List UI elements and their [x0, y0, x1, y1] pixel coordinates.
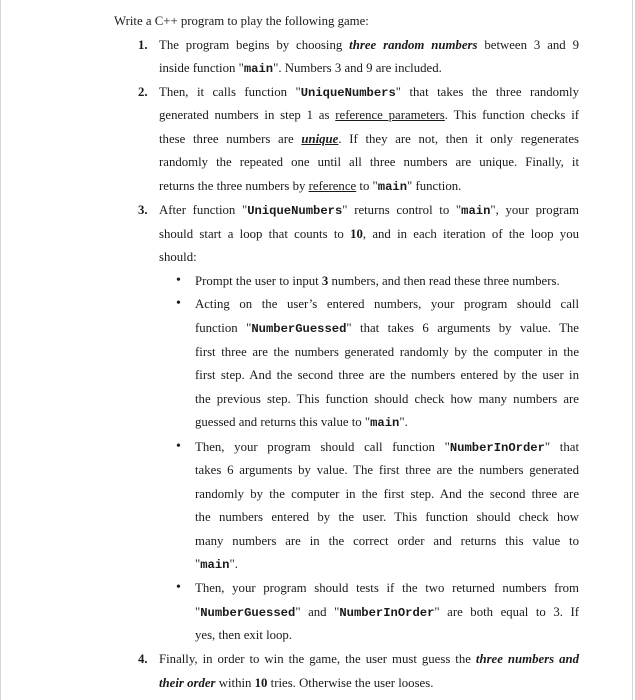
code-text: main: [200, 558, 230, 572]
text: ", your program: [490, 203, 579, 217]
text: ": [195, 557, 201, 571]
text: ". Numbers 3 and 9 are included.: [273, 61, 442, 75]
emphasis-text: their order: [159, 676, 216, 690]
text: these three numbers are: [159, 132, 302, 146]
text: " returns control to ": [342, 203, 462, 217]
underlined-text: reference parameters: [335, 108, 445, 122]
text: " are both equal to 3. If: [434, 605, 579, 619]
bullet4-line3: yes, then exit loop.: [195, 628, 293, 642]
code-text: NumberGuessed: [200, 606, 296, 620]
bold-text: 3: [321, 274, 329, 288]
bullet3-line5: many numbers are in the correct order and returns this value to: [195, 534, 579, 548]
text: ".: [399, 415, 408, 429]
code-text: NumberGuessed: [251, 322, 347, 336]
item-number-2: 2.: [138, 85, 148, 99]
text: guessed and returns this value to ": [195, 415, 371, 429]
code-text: NumberInOrder: [339, 606, 435, 620]
emphasis-text: three random numbers: [349, 38, 478, 52]
text: generated numbers in step 1 as: [159, 108, 336, 122]
bullet1-line1: [195, 273, 560, 289]
text: Then, your program should call function ": [195, 440, 450, 454]
code-text: main: [461, 204, 491, 218]
underlined-text: reference: [308, 179, 357, 193]
bold-text: 10: [254, 676, 268, 690]
code-text: main: [243, 62, 274, 76]
item2-line5: [159, 178, 461, 195]
item3-line2: [159, 226, 579, 242]
bullet3-line1: [195, 439, 579, 456]
item-number-1: 1.: [138, 38, 148, 52]
emphasis-text: three numbers and: [475, 652, 579, 666]
item3-line1: [159, 202, 579, 219]
text: returns the three numbers by: [159, 179, 309, 193]
bullet-icon: •: [176, 580, 181, 595]
text: " and ": [295, 605, 340, 619]
item2-line3: [159, 131, 579, 147]
item1-line1: [159, 37, 579, 53]
bullet-icon: •: [176, 439, 181, 454]
code-text: UniqueNumbers: [247, 204, 343, 218]
bullet2-line2: [195, 320, 579, 337]
item2-line2: [159, 107, 579, 123]
text: , and in each iteration of the loop you: [362, 227, 579, 241]
text: function ": [195, 321, 252, 335]
item2-line4: randomly the repeated one until all three numbers are unique. Finally, it: [159, 155, 579, 169]
item4-line2: [159, 675, 433, 691]
text: inside function ": [159, 61, 244, 75]
item3-line3: should:: [159, 250, 197, 264]
text: to ": [356, 179, 378, 193]
bullet4-line1: Then, your program should tests if the two returned numbers from: [195, 581, 579, 595]
item-number-3: 3.: [138, 203, 148, 217]
item2-line1: [159, 84, 579, 101]
bold-text: 10: [350, 227, 363, 241]
bullet2-line6: [195, 414, 408, 431]
text: should start a loop that counts to: [159, 227, 351, 241]
text: " function.: [407, 179, 462, 193]
text: The program begins by choosing: [159, 38, 350, 52]
bullet3-line3: randomly by the computer in the first step. And the second three are: [195, 487, 579, 501]
code-text: main: [370, 416, 400, 430]
emphasis-text: unique: [301, 132, 339, 146]
text: " that takes 6 arguments by value. The: [346, 321, 579, 335]
code-text: NumberInOrder: [449, 441, 545, 455]
text: ".: [229, 557, 238, 571]
item1-line2: [159, 60, 442, 77]
text: tries. Otherwise the user looses.: [267, 676, 434, 690]
text: between 3 and 9: [477, 38, 579, 52]
text: Then, it calls function ": [159, 85, 301, 99]
text: numbers, and then read these three numbers.: [328, 274, 560, 288]
text: . If they are not, then it only regenerates: [338, 132, 580, 146]
bullet2-line5: the previous step. This function should check how many numbers are: [195, 392, 579, 406]
text: " that: [544, 440, 579, 454]
intro-label: Write a C++ program to play the following game:: [114, 14, 369, 28]
item-number-4: 4.: [138, 652, 148, 666]
bullet3-line6: [195, 556, 238, 573]
text: Prompt the user to input: [195, 274, 322, 288]
bullet-icon: •: [176, 296, 181, 311]
bullet3-line4: the numbers entered by the user. This function should check how: [195, 510, 579, 524]
text: " that takes the three randomly: [395, 85, 579, 99]
text: ": [195, 605, 201, 619]
bullet2-line4: first step. And the second three are the numbers entered by the user in: [195, 368, 579, 382]
item4-line1: [159, 651, 579, 667]
bullet-icon: •: [176, 273, 181, 288]
bullet4-line2: [195, 604, 579, 621]
text: within: [215, 676, 255, 690]
code-text: main: [377, 180, 408, 194]
bullet3-line2: takes 6 arguments by value. The first three are the numbers generated: [195, 463, 579, 477]
text: Finally, in order to win the game, the user must guess the: [159, 652, 476, 666]
intro-text: [114, 13, 369, 29]
text: . This function checks if: [444, 108, 580, 122]
code-text: UniqueNumbers: [300, 86, 396, 100]
bullet2-line1: Acting on the user’s entered numbers, your program should call: [195, 297, 579, 311]
bullet2-line3: first three are the numbers generated randomly by the computer in the: [195, 345, 579, 359]
text: After function ": [159, 203, 248, 217]
